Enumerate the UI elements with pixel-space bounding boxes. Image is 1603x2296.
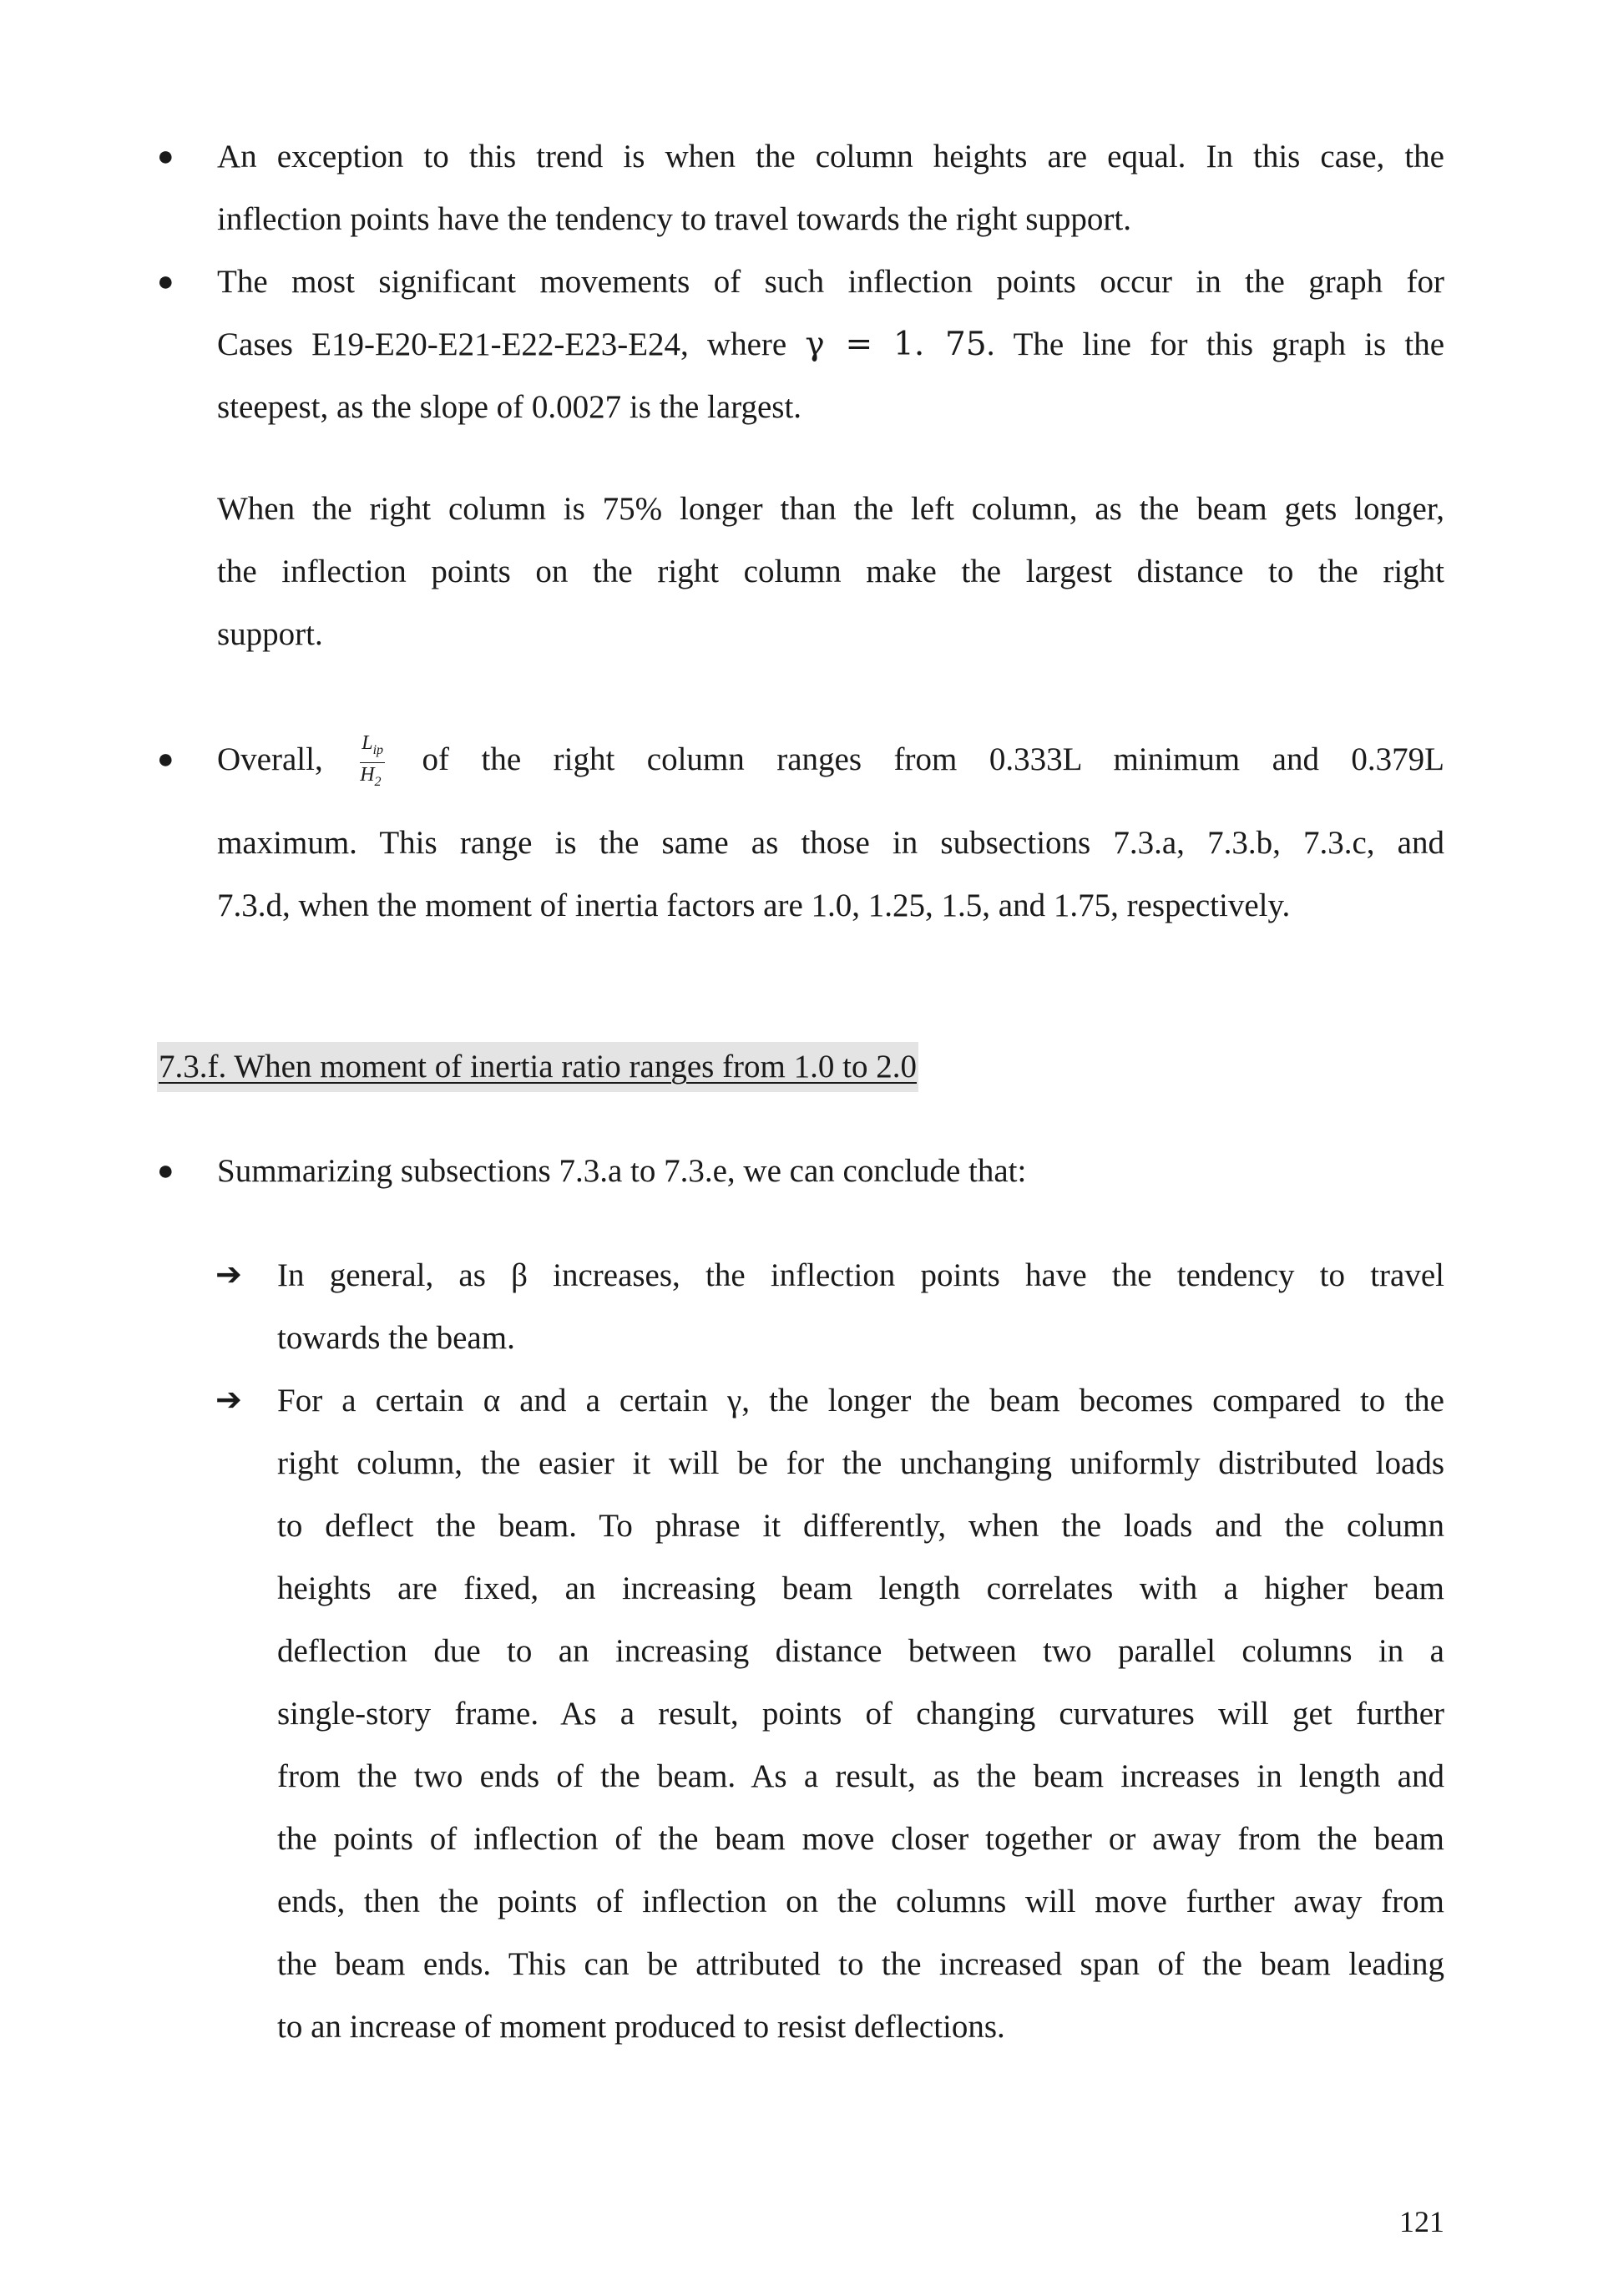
text-line: inflection points have the tendency to travel towards the right support. bbox=[217, 201, 1131, 237]
fraction-lip-over-h2 bbox=[360, 731, 385, 794]
bullet-point: ● bbox=[157, 744, 174, 775]
fraction-numerator bbox=[360, 731, 385, 763]
denominator-symbol: H bbox=[360, 763, 375, 786]
text-fragment: of the right column ranges from 0.333L minimum and 0.379L bbox=[422, 741, 1445, 777]
text-line: single-story frame. As a result, points of changing curvatures will get further bbox=[277, 1696, 1444, 1732]
bullet-point: ● bbox=[157, 266, 174, 297]
text-line: When the right column is 75% longer than the left column, as the beam gets longer, bbox=[217, 491, 1444, 527]
bullet-point: ● bbox=[157, 141, 174, 172]
text-line bbox=[217, 728, 1444, 793]
overall-paragraph-cont bbox=[217, 812, 1444, 937]
text-line bbox=[217, 313, 1444, 376]
overall-paragraph bbox=[217, 728, 1444, 793]
numerator-symbol: L bbox=[362, 731, 373, 754]
fraction-denominator bbox=[360, 763, 385, 794]
text-line: In general, as β increases, the inflection points have the tendency to travel bbox=[277, 1257, 1444, 1293]
text-line: the points of inflection of the beam move closer together or away from the beam bbox=[277, 1821, 1444, 1857]
bullet-paragraph-2 bbox=[217, 250, 1444, 438]
body-paragraph bbox=[217, 478, 1444, 665]
text-line: support. bbox=[217, 616, 323, 652]
text-line: 7.3.d, when the moment of inertia factors are 1.0, 1.25, 1.5, and 1.75, respectively. bbox=[217, 888, 1291, 923]
text-fragment: Overall, bbox=[217, 741, 323, 777]
arrow-bullet: ➔ bbox=[215, 1257, 242, 1292]
text-line: to an increase of moment produced to resist deflections. bbox=[277, 2009, 1005, 2045]
text-line: For a certain α and a certain γ, the longer the beam becomes compared to the bbox=[277, 1383, 1444, 1419]
text-line: to deflect the beam. To phrase it differently, when the loads and the column bbox=[277, 1508, 1444, 1544]
text-line: from the two ends of the beam. As a result, as the beam increases in length and bbox=[277, 1758, 1444, 1794]
text-line: ends, then the points of inflection on the columns will move further away from bbox=[277, 1884, 1444, 1919]
text-fragment: Cases E19-E20-E21-E22-E23-E24, where bbox=[217, 326, 787, 362]
summary-paragraph bbox=[217, 1140, 1444, 1202]
text-line: steepest, as the slope of 0.0027 is the largest. bbox=[217, 389, 802, 425]
text-line: heights are fixed, an increasing beam length correlates with a higher beam bbox=[277, 1570, 1444, 1606]
bullet-paragraph-1 bbox=[217, 125, 1444, 250]
bullet-point: ● bbox=[157, 1156, 174, 1186]
text-line: right column, the easier it will be for the unchanging uniformly distributed loads bbox=[277, 1445, 1444, 1481]
arrow-paragraph-1 bbox=[277, 1244, 1444, 1369]
arrow-bullet: ➔ bbox=[215, 1383, 242, 1418]
text-line: towards the beam. bbox=[277, 1320, 515, 1356]
text-fragment: . The line for this graph is the bbox=[986, 326, 1445, 362]
denominator-subscript: 2 bbox=[374, 774, 382, 789]
text-line: An exception to this trend is when the column heights are equal. In this case, the bbox=[217, 139, 1444, 174]
text-line: the inflection points on the right column make the largest distance to the right bbox=[217, 554, 1444, 589]
section-heading: 7.3.f. When moment of inertia ratio ranges from 1.0 to 2.0 bbox=[157, 1042, 918, 1092]
numerator-subscript: ip bbox=[372, 742, 384, 757]
text-line: The most significant movements of such inflection points occur in the graph for bbox=[217, 264, 1444, 300]
text-line: Summarizing subsections 7.3.a to 7.3.e, we can conclude that: bbox=[217, 1153, 1027, 1189]
text-line: the beam ends. This can be attributed to the increased span of the beam leading bbox=[277, 1946, 1444, 1982]
text-line: deflection due to an increasing distance between two parallel columns in a bbox=[277, 1633, 1444, 1669]
gamma-equation: γ = 1. 75 bbox=[805, 326, 987, 363]
arrow-paragraph-2 bbox=[277, 1369, 1444, 2058]
text-line: maximum. This range is the same as those in subsections 7.3.a, 7.3.b, 7.3.c, and bbox=[217, 825, 1444, 861]
page-number: 121 bbox=[1399, 2205, 1444, 2238]
